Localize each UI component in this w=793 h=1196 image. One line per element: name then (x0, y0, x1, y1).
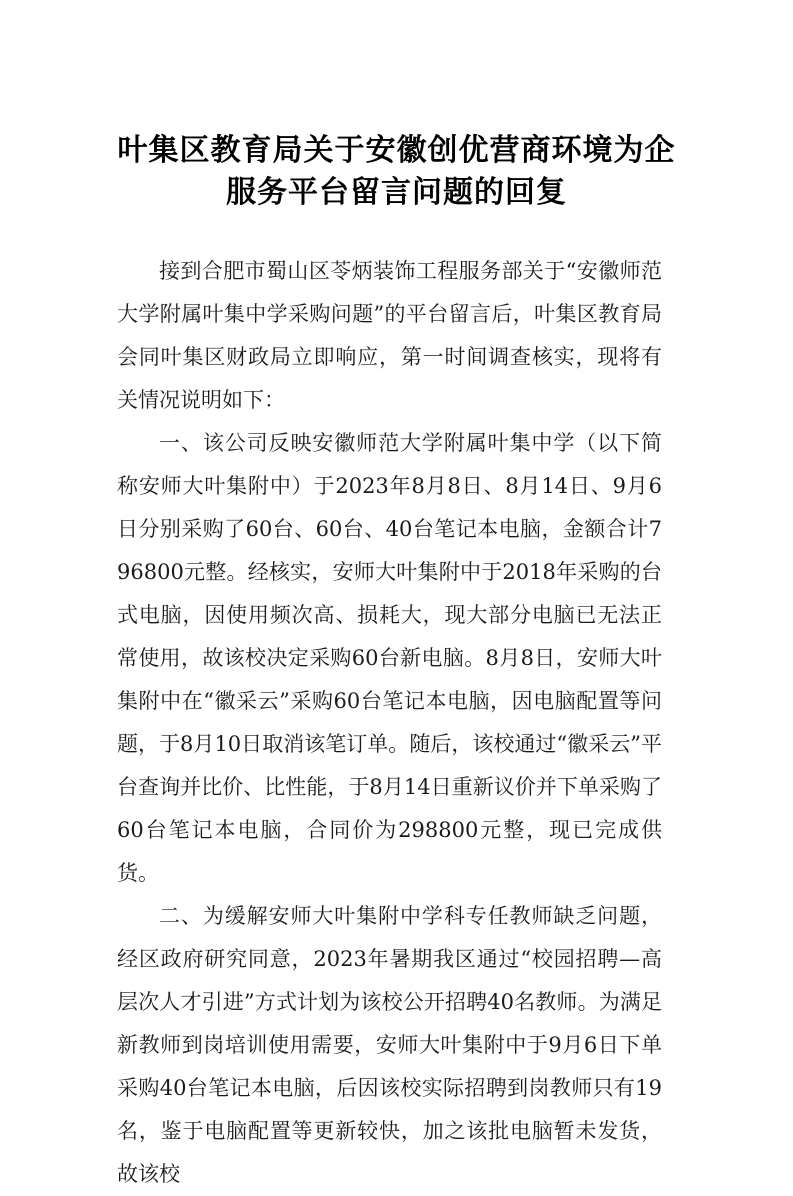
document-title-line-1: 叶集区教育局关于安徽创优营商环境为企 (117, 133, 676, 168)
paragraph-section-2: 二、为缓解安师大叶集附中学科专任教师缺乏问题，经区政府研究同意，2023年暑期我区通过“校园招聘—高层次人才引进”方式计划为该校公开招聘40名教师。为满足新教师到岗培训使用需要，安师大叶集附中于9月6日下单采购40台笔记本电脑，后因该校实际招聘到岗教师只有19名，鉴于电脑配置等更新较快，加之该批电脑暂未发货，故该校 (117, 904, 662, 1186)
document-body (117, 250, 662, 1196)
document-title-line-2: 服务平台留言问题的回复 (226, 175, 567, 210)
paragraph-intro: 接到合肥市蜀山区苓炳装饰工程服务部关于“安徽师范大学附属叶集中学采购问题”的平台留言后，叶集区教育局会同叶集区财政局立即响应，第一时间调查核实，现将有关情况说明如下： (117, 259, 662, 412)
paragraph-section-1: 一、该公司反映安徽师范大学附属叶集中学（以下简称安师大叶集附中）于2023年8月8日、8月14日、9月6日分别采购了60台、60台、40台笔记本电脑，金额合计796800元整。经核实，安师大叶集附中于2018年采购的台式电脑，因使用频次高、损耗大，现大部分电脑已无法正常使用，故该校决定采购60台新电脑。8月8日，安师大叶集附中在“徽采云”采购60台笔记本电脑，因电脑配置等问题，于8月10日取消该笔订单。随后，该校通过“徽采云”平台查询并比价、比性能，于8月14日重新议价并下单采购了60台笔记本电脑，合同价为298800元整，现已完成供货。 (117, 431, 662, 885)
